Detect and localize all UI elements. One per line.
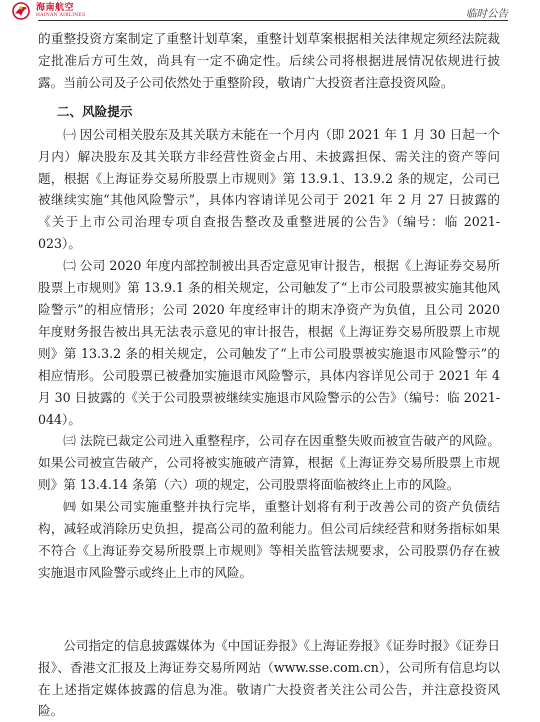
page-header [0, 0, 540, 24]
risk-item-2: ㈡ 公司 2020 年度内部控制被出具否定意见审计报告，根据《上海证券交易所股票上市规则》第 13.9.1 条的相关规定，公司触发了“上市公司股票被实施其他风险警示”的相应情形；公司 2020 年度经审计的期末净资产为负值，且公司 2020 年度财务报告被出具无法表示意见的审计报告，根据《上海证券交易所股票上市规则》第 13.3.2 条的相关规定，公司触发了“上市公司股票被实施退市风险警示”的相应情形。公司股票已被叠加实施退市风险警示，具体内容详见公司于 2021 年 4 月 30 日披露的《关于公司股票被继续实施退市风险警示的公告》（编号：临 2021-044）。 [38, 258, 500, 427]
risk-item-1: ㈠ 因公司相关股东及其关联方未能在一个月内（即 2021 年 1 月 30 日起一个月内）解决股东及其关联方非经营性资金占用、未披露担保、需关注的资产等问题，根据《上海证券交易所股票上市规则》第 13.9.1、13.9.2 条的规定，公司已被继续实施“其他风险警示”，具体内容请详见公司于 2021 年 2 月 27 日披露的《关于上市公司治理专项自查报告整改及重整进展的公告》（编号：临 2021-023）。 [38, 126, 500, 252]
hainan-airlines-logo-icon [10, 2, 32, 20]
company-logo [10, 0, 130, 22]
logo-english-name: HAINAN AIRLINES [36, 12, 86, 18]
section-title-risk-warning: 二、风险提示 [56, 103, 133, 119]
risk-item-3: ㈢ 法院已裁定公司进入重整程序，公司存在因重整失败而被宣告破产的风险。如果公司被宣告破产，公司将被实施破产清算，根据《上海证券交易所股票上市规则》第 13.4.14 条第（六）项的规定，公司股票将面临被终止上市的风险。 [38, 433, 500, 493]
intro-paragraph: 的重整投资方案制定了重整计划草案，重整计划草案根据相关法律规定须经法院裁定批准后方可生效，尚具有一定不确定性。后续公司将根据进展情况依规进行披露。当前公司及子公司依然处于重整阶段，敬请广大投资者注意投资风险。 [38, 31, 500, 90]
announcement-body [38, 28, 500, 722]
header-divider [38, 20, 508, 21]
closing-paragraph: 公司指定的信息披露媒体为《中国证券报》《上海证券报》《证券时报》《证券日报》、香港文汇报及上海证券交易所网站（www.sse.com.cn），公司所有信息均以在上述指定媒体披露的信息为准。敬请广大投资者关注公司公告，并注意投资风险。 [38, 637, 500, 719]
notice-type-label: 临时公告 [466, 8, 508, 20]
risk-item-4: ㈣ 如果公司实施重整并执行完毕，重整计划将有利于改善公司的资产负债结构，减轻或消除历史负担，提高公司的盈利能力。但公司后续经营和财务指标如果不符合《上海证券交易所股票上市规则》等相关监管法规要求，公司股票仍存在被实施退市风险警示或终止上市的风险。 [38, 499, 500, 580]
paragraph-spacer [38, 584, 500, 635]
logo-chinese-name: 海南航空 [36, 2, 75, 13]
